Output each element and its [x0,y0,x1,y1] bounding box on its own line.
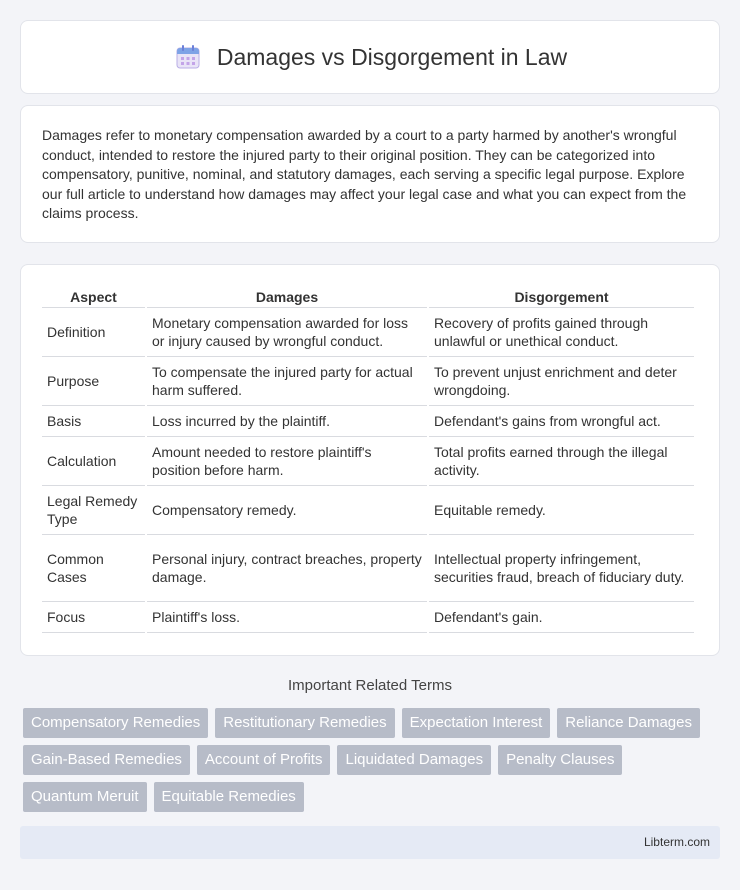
related-terms-tags [23,708,723,812]
header-damages: Damages [147,287,427,308]
related-term-tag[interactable]: Equitable Remedies [154,782,304,812]
calendar-icon [173,42,203,72]
related-term-tag[interactable]: Quantum Meruit [23,782,147,812]
table-row [42,406,694,437]
table-row [42,535,694,602]
table-row [42,308,694,357]
cell-damages: Loss incurred by the plaintiff. [147,406,427,437]
cell-damages: To compensate the injured party for actual harm suffered. [147,357,427,406]
cell-aspect: Common Cases [42,535,145,602]
related-term-tag[interactable]: Liquidated Damages [337,745,491,775]
cell-aspect: Focus [42,602,145,633]
cell-disgorgement: Defendant's gains from wrongful act. [429,406,694,437]
cell-damages: Monetary compensation awarded for loss or injury caused by wrongful conduct. [147,308,427,357]
cell-aspect: Legal Remedy Type [42,486,145,535]
table-header-row [42,287,694,308]
related-term-tag[interactable]: Restitutionary Remedies [215,708,394,738]
header-disgorgement: Disgorgement [429,287,694,308]
cell-aspect: Calculation [42,437,145,486]
related-term-tag[interactable]: Compensatory Remedies [23,708,208,738]
cell-aspect: Basis [42,406,145,437]
cell-aspect: Definition [42,308,145,357]
cell-disgorgement: Equitable remedy. [429,486,694,535]
related-term-tag[interactable]: Expectation Interest [402,708,551,738]
cell-disgorgement: Intellectual property infringement, securities fraud, breach of fiduciary duty. [429,535,694,602]
comparison-table [40,287,696,633]
page-title: Damages vs Disgorgement in Law [216,43,568,70]
intro-text: Damages refer to monetary compensation awarded by a court to a party harmed by another's wrongful conduct, intended to restore the injured party to their original position. They can be categorized into compensatory, punitive, nominal, and statutory damages, each serving a specific legal purpose. Explore our full article to understand how damages may affect your legal case and what you can expect from the claims process. [42,127,687,222]
table-row [42,437,694,486]
related-term-tag[interactable]: Reliance Damages [557,708,700,738]
cell-damages: Compensatory remedy. [147,486,427,535]
comparison-card [20,264,720,656]
intro-card [20,105,720,243]
cell-damages: Plaintiff's loss. [147,602,427,633]
cell-aspect: Purpose [42,357,145,406]
cell-disgorgement: Total profits earned through the illegal activity. [429,437,694,486]
related-term-tag[interactable]: Account of Profits [197,745,331,775]
cell-disgorgement: To prevent unjust enrichment and deter wrongdoing. [429,357,694,406]
title-card [20,20,720,94]
table-row [42,602,694,633]
related-terms-title: Important Related Terms [288,677,452,694]
footer-site-link[interactable]: Libterm.com [643,835,710,849]
title-wrap [173,42,567,72]
footer [20,826,720,859]
cell-disgorgement: Recovery of profits gained through unlawful or unethical conduct. [429,308,694,357]
header-aspect: Aspect [42,287,145,308]
table-row [42,357,694,406]
table-row [42,486,694,535]
related-term-tag[interactable]: Gain-Based Remedies [23,745,190,775]
cell-damages: Amount needed to restore plaintiff's position before harm. [147,437,427,486]
cell-disgorgement: Defendant's gain. [429,602,694,633]
cell-damages: Personal injury, contract breaches, property damage. [147,535,427,602]
related-term-tag[interactable]: Penalty Clauses [498,745,622,775]
